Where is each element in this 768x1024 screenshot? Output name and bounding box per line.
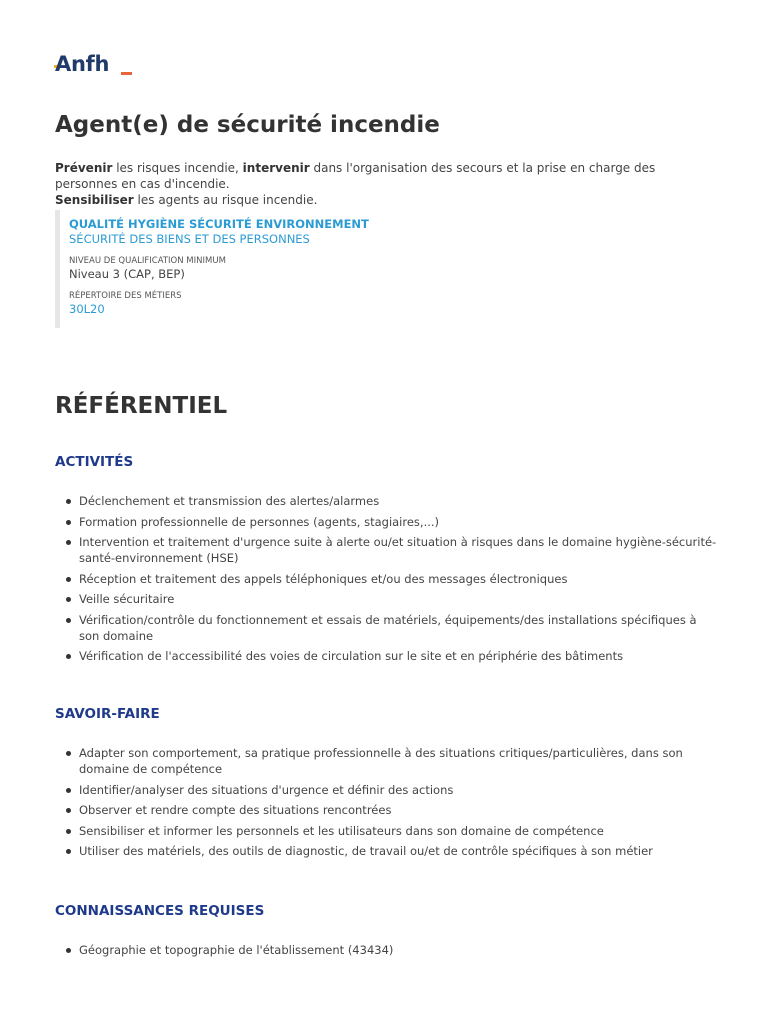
list-item: Intervention et traitement d'urgence suite à alerte ou/et situation à risques dans le domaine hygiène-sécurité-santé-environnement (HSE) — [55, 534, 720, 566]
intro-text-3: les agents au risque incendie. — [133, 193, 318, 207]
page-title: Agent(e) de sécurité incendie — [55, 112, 440, 138]
section-heading-savoir-faire: SAVOIR-FAIRE — [55, 706, 160, 722]
intro-bold-intervenir: intervenir — [242, 161, 310, 175]
job-family-link[interactable]: QUALITÉ HYGIÈNE SÉCURITÉ ENVIRONNEMENT — [69, 217, 369, 231]
intro-text-2: dans l'organisation des secours et la prise en charge des personnes en cas d'incendie. — [55, 161, 656, 191]
list-item: Utiliser des matériels, des outils de diagnostic, de travail ou/et de contrôle spécifiques à son métier — [55, 843, 720, 859]
section-connaissances — [55, 902, 720, 963]
list-item: Sensibiliser et informer les personnels et les utilisateurs dans son domaine de compétence — [55, 823, 720, 839]
qualification-label: NIVEAU DE QUALIFICATION MINIMUM — [69, 256, 226, 266]
savoir-faire-list — [55, 745, 720, 859]
list-item: Vérification de l'accessibilité des voies de circulation sur le site et en périphérie des bâtiments — [55, 648, 720, 664]
list-item: Vérification/contrôle du fonctionnement et essais de matériels, équipements/des installations spécifiques à son domaine — [55, 612, 720, 644]
anfh-logo — [55, 52, 109, 78]
list-item: Observer et rendre compte des situations rencontrées — [55, 802, 720, 818]
list-item: Géographie et topographie de l'établissement (43434) — [55, 942, 720, 958]
intro-line-1 — [55, 160, 715, 192]
intro-bold-prevenir: Prévenir — [55, 161, 113, 175]
list-item: Identifier/analyser des situations d'urgence et définir des actions — [55, 782, 720, 798]
job-info-box — [55, 210, 695, 328]
section-heading-connaissances: CONNAISSANCES REQUISES — [55, 903, 265, 919]
intro-bold-sensibiliser: Sensibiliser — [55, 193, 134, 207]
section-savoir-faire — [55, 705, 720, 864]
repertoire-label: RÉPERTOIRE DES MÉTIERS — [69, 291, 182, 301]
referentiel-title: RÉFÉRENTIEL — [55, 393, 228, 419]
intro-text-1: les risques incendie, — [112, 161, 243, 175]
connaissances-list — [55, 942, 720, 958]
list-item: Veille sécuritaire — [55, 591, 720, 607]
list-item: Déclenchement et transmission des alertes/alarmes — [55, 493, 720, 509]
job-subfamily-link[interactable]: SÉCURITÉ DES BIENS ET DES PERSONNES — [69, 232, 310, 246]
activites-list — [55, 493, 720, 664]
job-intro — [55, 160, 715, 208]
qualification-value: Niveau 3 (CAP, BEP) — [69, 267, 185, 281]
list-item: Adapter son comportement, sa pratique professionnelle à des situations critiques/particulières, dans son domaine de compétence — [55, 745, 720, 777]
logo-text: Anfh — [55, 52, 110, 76]
logo-accent-dash — [121, 72, 132, 75]
intro-line-2 — [55, 192, 715, 208]
section-heading-activites: ACTIVITÉS — [55, 454, 134, 470]
section-activites — [55, 453, 720, 669]
repertoire-code-link[interactable]: 30L20 — [69, 302, 105, 316]
list-item: Réception et traitement des appels téléphoniques et/ou des messages électroniques — [55, 571, 720, 587]
list-item: Formation professionnelle de personnes (agents, stagiaires,...) — [55, 514, 720, 530]
